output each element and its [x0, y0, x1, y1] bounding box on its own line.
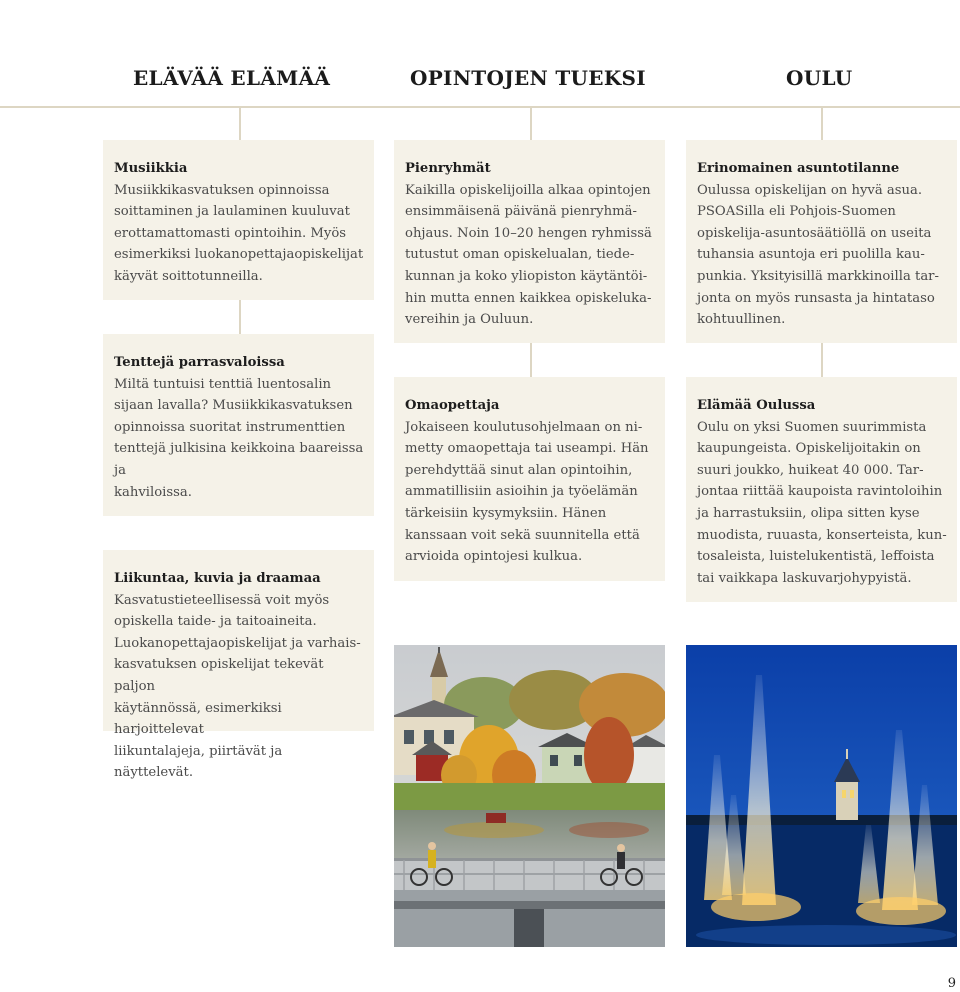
header-opintojen-tueksi: OPINTOJEN TUEKSI	[410, 66, 646, 90]
header-rule	[0, 106, 960, 108]
photo-night-fountains	[686, 645, 957, 947]
box-title: Musiikkia	[114, 161, 188, 176]
info-box-elamaa-oulussa	[686, 377, 957, 602]
header-elavaa-elamaa: ELÄVÄÄ ELÄMÄÄ	[133, 66, 331, 90]
connector-line	[530, 343, 532, 377]
box-title: Omaopettaja	[405, 398, 500, 413]
box-title: Erinomainen asuntotilanne	[697, 161, 900, 176]
box-body: Miltä tuntuisi tenttiä luentosalin sijaan lavalla? Musiikkikasvatuksen opinnoissa suoritat instrumenttien tenttejä julkisina keikkoina baareissa ja kahviloissa.	[114, 376, 364, 500]
info-box-pienryhmat	[394, 140, 665, 343]
box-title: Pienryhmät	[405, 161, 491, 176]
photo-autumn-riverside	[394, 645, 665, 947]
connector-line	[530, 107, 532, 140]
box-title: Elämää Oulussa	[697, 398, 816, 413]
header-oulu: OULU	[786, 66, 853, 90]
box-body: Oulu on yksi Suomen suurimmista kaupungeista. Opiskelijoitakin on suuri joukko, huikeat 40 000. Tar- jontaa riittää kaupoista ravintoloihin ja harrastuksiin, olipa sitten kyse muodista, ruuasta, konserteista, kun- tosaleista, luistelukentistä, leffoista tai vaikkapa laskuvarjohypyistä.	[697, 419, 947, 586]
info-box-liikuntaa	[103, 550, 374, 781]
info-box-tentteja	[103, 334, 374, 516]
box-title: Liikuntaa, kuvia ja draamaa	[114, 571, 321, 586]
box-body: Kasvatustieteellisessä voit myös opiskella taide- ja taitoaineita. Luokanopettajaopiskelijat ja varhais- kasvatuksen opiskelijat tekevät paljon käytännössä, esimerkiksi harjoittelevat liikuntalajeja, piirtävät ja näyttelevät.	[114, 592, 361, 781]
info-box-omaopettaja	[394, 377, 665, 581]
page-number: 9	[947, 976, 956, 991]
info-box-musiikkia	[103, 140, 374, 300]
connector-line	[821, 107, 823, 140]
box-body: Oulussa opiskelijan on hyvä asua. PSOASilla eli Pohjois-Suomen opiskelija-asuntosäätiöllä on useita tuhansia asuntoja eri puolilla kau- punkia. Yksityisillä markkinoilla tar- jonta on myös runsasta ja hintataso kohtuullinen.	[697, 182, 939, 328]
box-title: Tenttejä parrasvaloissa	[114, 355, 285, 370]
box-body: Jokaiseen koulutusohjelmaan on ni- metty omaopettaja tai useampi. Hän perehdyttää sinut alan opintoihin, ammatillisiin asioihin ja työelämän tärkeisiin kysymyksiin. Hänen kanssaan voit sekä suunnitella että arvioida opintojesi kulkua.	[405, 419, 649, 565]
info-box-asuntotilanne	[686, 140, 957, 343]
connector-line	[239, 107, 241, 140]
connector-line	[821, 343, 823, 377]
box-body: Kaikilla opiskelijoilla alkaa opintojen ensimmäisenä päivänä pienryhmä- ohjaus. Noin 10–20 hengen ryhmissä tutustut oman opiskelualan, tiede- kunnan ja koko yliopiston käytäntöi- hin mutta ennen kaikkea opiskeluka- vereihin ja Ouluun.	[405, 182, 652, 328]
connector-line	[239, 300, 241, 334]
box-body: Musiikkikasvatuksen opinnoissa soittaminen ja laulaminen kuuluvat erottamattomasti opintoihin. Myös esimerkiksi luokanopettajaopiskelijat käyvät soittotunneilla.	[114, 182, 364, 284]
